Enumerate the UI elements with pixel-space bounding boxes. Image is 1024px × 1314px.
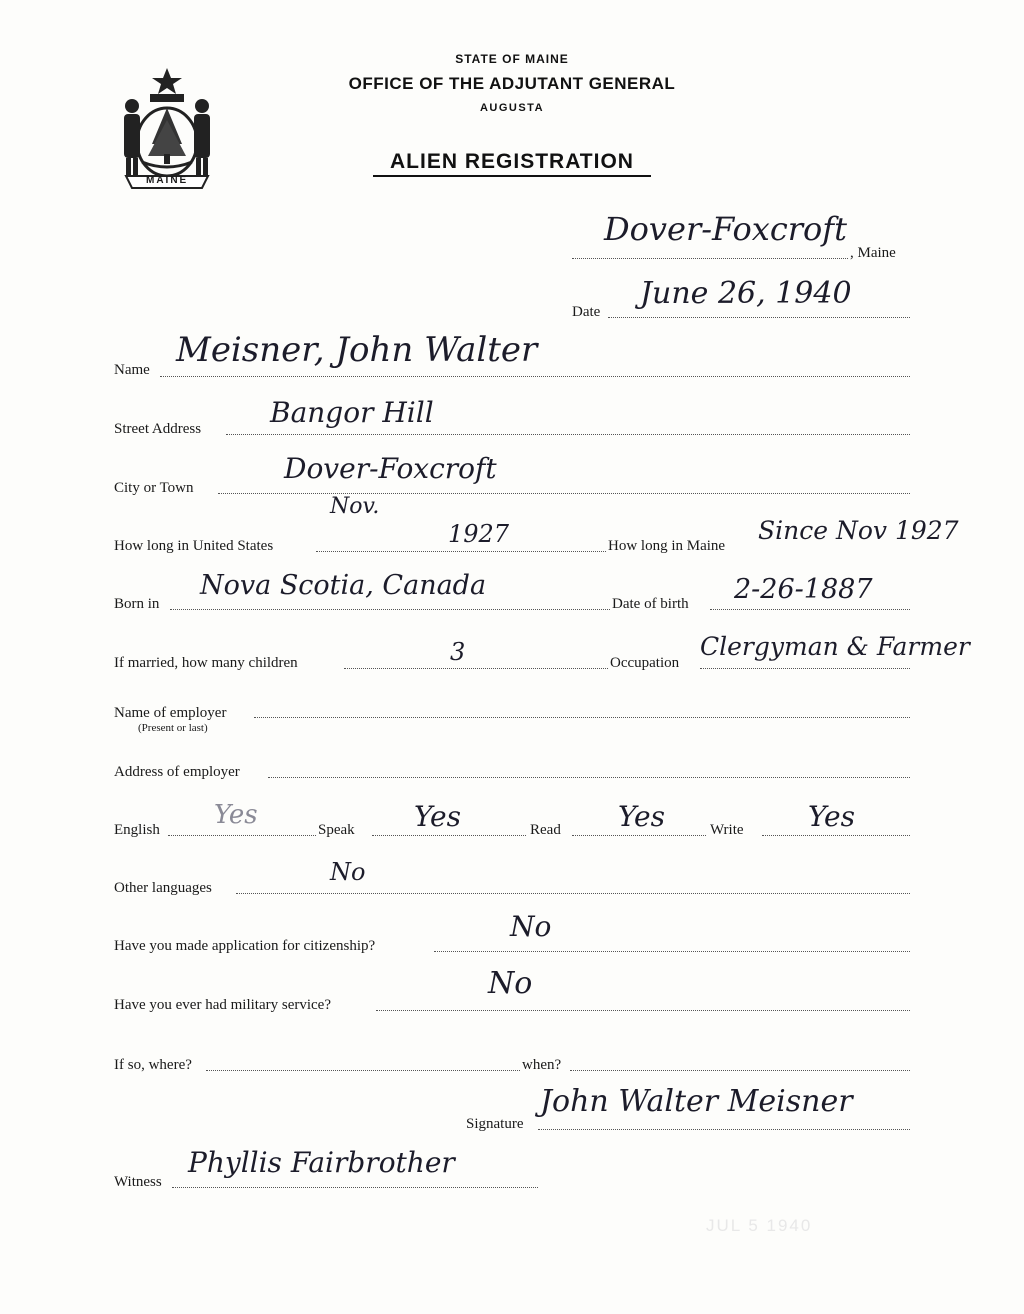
military-line: [376, 1010, 910, 1011]
citizenship-value: No: [510, 910, 552, 943]
form-title: ALIEN REGISTRATION: [390, 150, 634, 173]
title-underline: [373, 175, 651, 177]
how-long-us-label: How long in United States: [114, 538, 274, 554]
employer-line: [254, 717, 910, 718]
employer-sub-label: (Present or last): [138, 722, 208, 734]
how-long-us-value: 1927: [448, 520, 510, 548]
citizenship-label: Have you made application for citizenship?: [114, 938, 376, 954]
born-in-line: [170, 609, 610, 610]
born-in-value: Nova Scotia, Canada: [200, 570, 487, 601]
signature-label: Signature: [466, 1116, 524, 1132]
office-heading: OFFICE OF THE ADJUTANT GENERAL: [348, 74, 676, 93]
occupation-value: Clergyman & Farmer: [700, 632, 970, 661]
write-line: [762, 835, 910, 836]
name-line: [160, 376, 910, 377]
if-so-line: [206, 1070, 520, 1071]
street-line: [226, 434, 910, 435]
speak-value: Yes: [414, 800, 461, 833]
name-value: Meisner, John Walter: [176, 330, 538, 370]
city-heading: AUGUSTA: [479, 102, 545, 114]
employer-label: Name of employer: [114, 705, 227, 721]
date-of-birth-value: 2-26-1887: [734, 574, 873, 605]
when-label: when?: [522, 1057, 562, 1073]
when-line: [570, 1070, 910, 1071]
street-value: Bangor Hill: [270, 396, 434, 429]
how-long-maine-label: How long in Maine: [608, 538, 726, 554]
date-of-birth-line: [710, 609, 910, 610]
signature-line: [538, 1129, 910, 1130]
date-line: [608, 317, 910, 318]
state-seal-icon: [112, 64, 222, 190]
name-label: Name: [114, 362, 150, 378]
occupation-line: [700, 668, 910, 669]
city-value: Dover-Foxcroft: [284, 452, 497, 485]
witness-value: Phyllis Fairbrother: [188, 1146, 455, 1179]
date-of-birth-label: Date of birth: [612, 596, 689, 612]
children-line: [344, 668, 608, 669]
street-label: Street Address: [114, 421, 202, 437]
other-languages-line: [236, 893, 910, 894]
state-heading: STATE OF MAINE: [455, 52, 569, 66]
english-value: Yes: [214, 800, 258, 830]
how-long-us-line: [316, 551, 606, 552]
citizenship-line: [434, 951, 910, 952]
date-label: Date: [572, 304, 601, 320]
if-so-label: If so, where?: [114, 1057, 192, 1073]
speak-label: Speak: [318, 822, 355, 838]
read-line: [572, 835, 706, 836]
received-stamp: JUL 5 1940: [706, 1216, 813, 1235]
speak-line: [372, 835, 526, 836]
military-value: No: [488, 966, 533, 1001]
military-label: Have you ever had military service?: [114, 997, 331, 1013]
write-value: Yes: [808, 800, 855, 833]
date-value: June 26, 1940: [640, 276, 852, 311]
how-long-us-note: Nov.: [330, 494, 380, 519]
children-value: 3: [450, 638, 466, 666]
city-line: [218, 493, 910, 494]
read-value: Yes: [618, 800, 665, 833]
how-long-maine-value: Since Nov 1927: [758, 516, 959, 545]
write-label: Write: [710, 822, 744, 838]
employer-address-line: [268, 777, 910, 778]
witness-label: Witness: [114, 1174, 162, 1190]
town-value: Dover-Foxcroft: [604, 210, 847, 248]
employer-address-label: Address of employer: [114, 764, 240, 780]
read-label: Read: [530, 822, 561, 838]
other-languages-label: Other languages: [114, 880, 212, 896]
born-in-label: Born in: [114, 596, 160, 612]
other-languages-value: No: [330, 858, 366, 886]
maine-label: , Maine: [850, 245, 896, 261]
witness-line: [172, 1187, 538, 1188]
seal-text: MAINE: [146, 175, 189, 186]
signature-value: John Walter Meisner: [540, 1084, 853, 1119]
english-line: [168, 835, 316, 836]
children-label: If married, how many children: [114, 655, 298, 671]
english-label: English: [114, 822, 160, 838]
town-line: [572, 258, 848, 259]
occupation-label: Occupation: [610, 655, 680, 671]
city-label: City or Town: [114, 480, 194, 496]
